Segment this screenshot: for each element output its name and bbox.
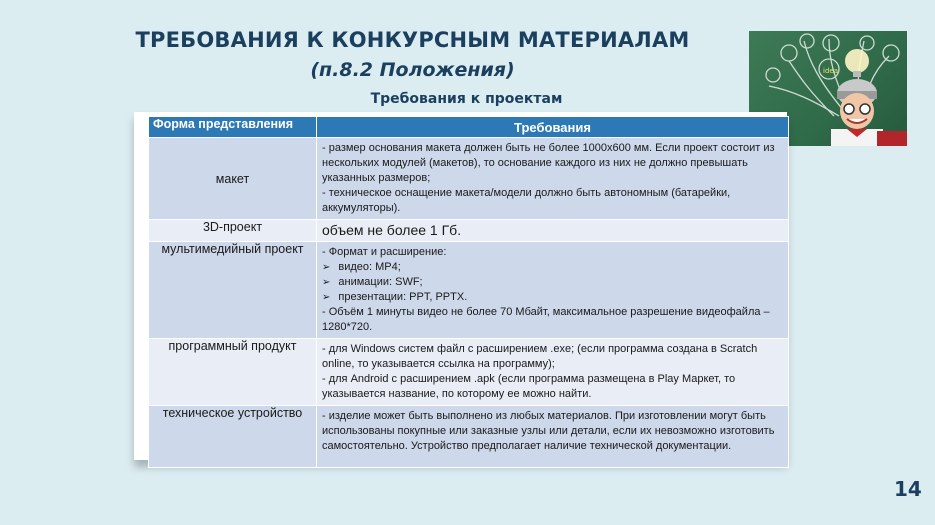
requirements-cell	[317, 339, 789, 406]
requirement-line: - для Windows систем файл с расширением .exe; (если программа создана в Scratch online, то указывается ссылка на программу);	[322, 343, 758, 370]
slide-title: ТРЕБОВАНИЯ К КОНКУРСНЫМ МАТЕРИАЛАМ	[135, 28, 690, 52]
requirement-line: объем не более 1 Гб.	[322, 222, 462, 238]
form-cell	[149, 242, 317, 339]
requirements-cell	[317, 138, 789, 220]
idea-label: idea	[823, 67, 838, 75]
form-label: 3D-проект	[202, 220, 263, 234]
header-requirements: Требования	[317, 117, 789, 138]
table-row	[149, 138, 789, 220]
requirement-line: - изделие может быть выполнено из любых материалов. При изготовлении могут быть использованы покупные или заказные узлы или детали, если их невозможно изготовить самостоятельно. Устройство предполагает наличие технической документации.	[322, 410, 775, 452]
requirements-cell	[317, 406, 789, 468]
header-form: Форма представления	[149, 117, 317, 138]
section-title-text: Требования к проектам	[370, 91, 563, 107]
form-cell	[149, 339, 317, 406]
page-number: 14	[894, 477, 922, 501]
form-label: макет	[215, 171, 250, 186]
requirements-cell	[317, 220, 789, 242]
requirements-table	[148, 116, 789, 468]
requirements-cell	[317, 242, 789, 339]
table-row	[149, 220, 789, 242]
requirements-card	[134, 112, 787, 460]
bullet-item: ➢ анимации: SWF;	[322, 275, 783, 290]
form-label: программный продукт	[168, 339, 297, 353]
table-row	[149, 339, 789, 406]
form-cell	[149, 138, 317, 220]
slide-subtitle: (п.8.2 Положения)	[310, 59, 515, 81]
form-label: техническое устройство	[162, 406, 303, 420]
table-header-row	[149, 117, 789, 138]
requirement-line: - Объём 1 минуты видео не более 70 Мбайт, максимальное разрешение видеофайла – 1280*720.	[322, 306, 770, 333]
requirement-line: - для Android с расширением .apk (если программа размещена в Play Маркет, то указывается название, по которому ее можно найти.	[322, 373, 736, 400]
requirement-line: - Формат и расширение:	[322, 246, 447, 258]
requirement-line: - размер основания макета должен быть не более 1000х600 мм. Если проект состоит из нескольких модулей (макетов), то основание каждого из них не должно превышать указанных размеров;	[322, 142, 775, 184]
table-row	[149, 242, 789, 339]
form-cell	[149, 406, 317, 468]
bullet-item: ➢ презентации: PPT, PPTX.	[322, 290, 783, 305]
form-label: мультимедийный проект	[161, 242, 304, 256]
form-cell	[149, 220, 317, 242]
bullet-item: ➢ видео: MP4;	[322, 260, 783, 275]
table-row	[149, 406, 789, 468]
requirement-line: - техническое оснащение макета/модели должно быть автономным (батарейки, аккумуляторы).	[322, 187, 731, 214]
